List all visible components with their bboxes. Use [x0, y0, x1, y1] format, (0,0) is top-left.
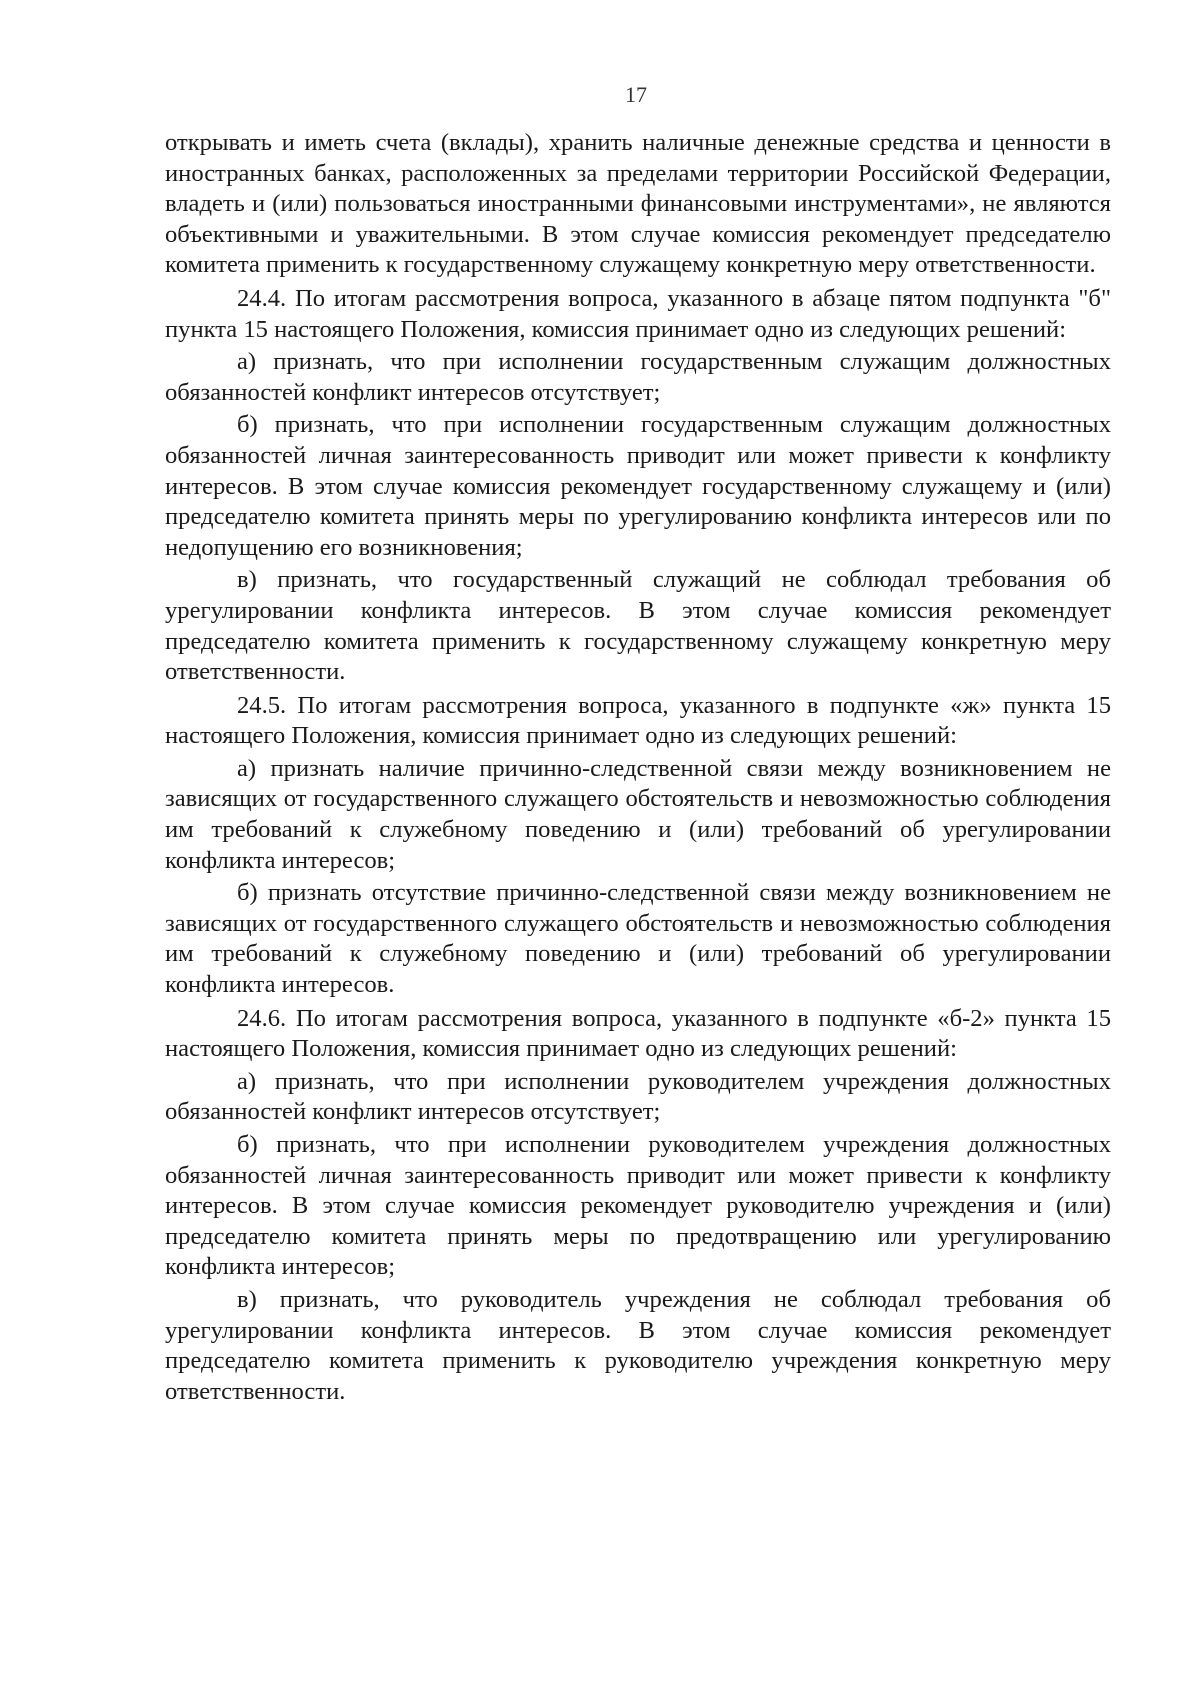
paragraph-24-6-b: б) признать, что при исполнении руководителем учреждения должностных обязанностей личная заинтересованность приводит или может привести к конфликту интересов. В этом случае комиссия рекомендует руководителю учреждения и (или) председателю комитета принять меры по предотвращению или урегулированию конфликта интересов; — [165, 1131, 1111, 1281]
paragraph-24-5-a: а) признать наличие причинно-следственной связи между возникновением не зависящих от государственного служащего обстоятельств и невозможностью соблюдения им требований к служебному поведению и (или) требований об урегулировании конфликта интересов; — [165, 754, 1111, 874]
paragraph-24-4-v: в) признать, что государственный служащий не соблюдал требования об урегулировании конфликта интересов. В этом случае комиссия рекомендует председателю комитета применить к государственному служащему конкретную меру ответственности. — [165, 566, 1111, 686]
paragraph-24-5-b: б) признать отсутствие причинно-следственной связи между возникновением не зависящих от государственного служащего обстоятельств и невозможностью соблюдения им требований к служебному поведению и (или) требований об урегулировании конфликта интересов. — [165, 879, 1111, 999]
paragraph-24-4-b: б) признать, что при исполнении государственным служащим должностных обязанностей личная заинтересованность приводит или может привести к конфликту интересов. В этом случае комиссия рекомендует государственному служащему и (или) председателю комитета принять меры по урегулированию конфликта интересов или по недопущению его возникновения; — [165, 411, 1111, 561]
paragraph-24-4: 24.4. По итогам рассмотрения вопроса, указанного в абзаце пятом подпункта "б" пункта 15 настоящего Положения, комиссия принимает одно из следующих решений: — [165, 284, 1111, 343]
page-number: 17 — [625, 82, 647, 107]
document-body — [165, 128, 1111, 1407]
paragraph-24-6: 24.6. По итогам рассмотрения вопроса, указанного в подпункте «б-2» пункта 15 настоящего Положения, комиссия принимает одно из следующих решений: — [165, 1004, 1111, 1063]
paragraph-24-6-v: в) признать, что руководитель учреждения не соблюдал требования об урегулировании конфликта интересов. В этом случае комиссия рекомендует председателю комитета применить к руководителю учреждения конкретную меру ответственности. — [165, 1285, 1111, 1405]
paragraph-24-6-a: а) признать, что при исполнении руководителем учреждения должностных обязанностей конфликт интересов отсутствует; — [165, 1067, 1111, 1126]
paragraph-24-4-a: а) признать, что при исполнении государственным служащим должностных обязанностей конфликт интересов отсутствует; — [165, 348, 1111, 406]
paragraph-continuation: открывать и иметь счета (вклады), хранить наличные денежные средства и ценности в иностранных банках, расположенных за пределами территории Российской Федерации, владеть и (или) пользоваться иностранными финансовыми инструментами», не являются объективными и уважительными. В этом случае комиссия рекомендует председателю комитета применить к государственному служащему конкретную меру ответственности. — [165, 129, 1111, 279]
paragraph-24-5: 24.5. По итогам рассмотрения вопроса, указанного в подпункте «ж» пункта 15 настоящего Положения, комиссия принимает одно из следующих решений: — [165, 691, 1111, 750]
